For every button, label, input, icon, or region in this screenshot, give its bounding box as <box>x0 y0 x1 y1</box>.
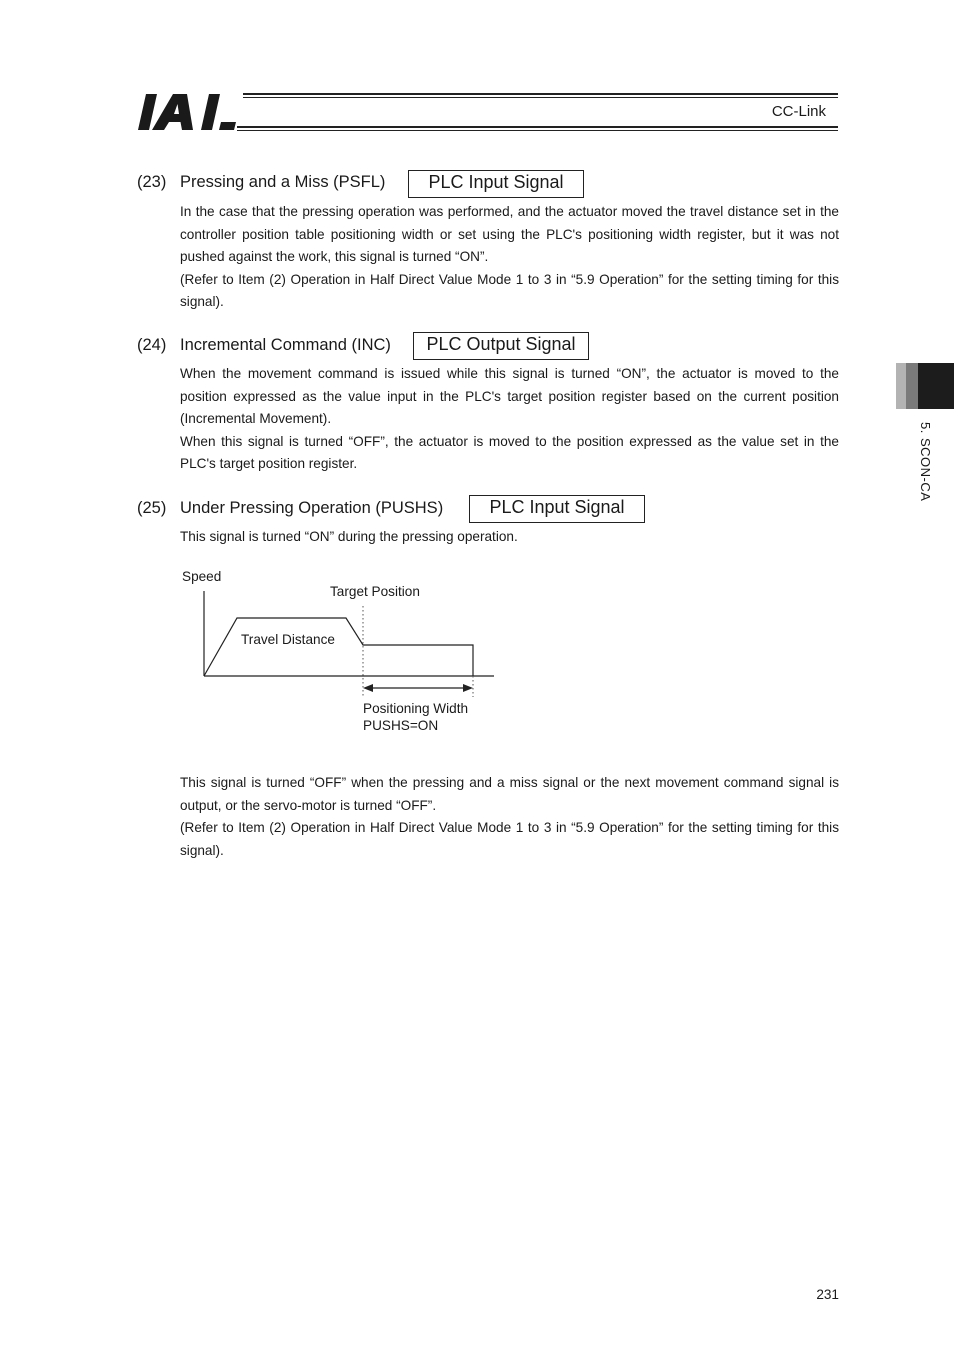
chapter-tab-label: 5. SCON-CA <box>918 422 933 502</box>
arrow-head-left <box>363 684 373 692</box>
signal-type-badge: PLC Input Signal <box>408 170 584 198</box>
target-position-label: Target Position <box>330 584 420 599</box>
paragraph: This signal is turned “ON” during the pressing operation. <box>180 529 518 544</box>
signal-type-badge: PLC Output Signal <box>413 332 589 360</box>
speed-label: Speed <box>182 569 222 584</box>
pushs-on-label: PUSHS=ON <box>363 718 439 733</box>
travel-distance-label: Travel Distance <box>241 632 335 647</box>
section-title: Under Pressing Operation (PUSHS) <box>180 499 444 517</box>
paragraph: This signal is turned “OFF” when the pressing and a miss signal or the next movement command signal is output, or the servo-motor is turned “OFF”. <box>180 775 839 813</box>
positioning-width-label: Positioning Width <box>363 701 469 716</box>
speed-profile <box>204 618 473 676</box>
section-number: (23) <box>137 173 167 191</box>
paragraph: When this signal is turned “OFF”, the actuator is moved to the position expressed as the value set in the PLC's target position register. <box>180 433 839 471</box>
page-number: 231 <box>816 1287 839 1302</box>
section-body-continued <box>180 772 839 862</box>
section-title: Incremental Command (INC) <box>180 336 391 354</box>
arrow-head-right <box>463 684 473 692</box>
section-number: (24) <box>137 336 167 354</box>
header-title: CC-Link <box>771 103 826 120</box>
paragraph: In the case that the pressing operation was performed, and the actuator moved the travel distance set in the controller position table positioning width or set using the PLC's positioning width register, but it was not pushed against the work, this signal is turned “ON”. <box>180 204 839 264</box>
paragraph: (Refer to Item (2) Operation in Half Direct Value Mode 1 to 3 in “5.9 Operation” for the setting timing for this signal). <box>180 271 839 309</box>
paragraph: (Refer to Item (2) Operation in Half Direct Value Mode 1 to 3 in “5.9 Operation” for the setting timing for this signal). <box>180 820 839 858</box>
signal-type-badge: PLC Input Signal <box>469 495 645 523</box>
section-number: (25) <box>137 499 167 517</box>
paragraph: When the movement command is issued while this signal is turned “ON”, the actuator is moved to the position expressed as the value input in the PLC's target position register based on the current position (Incremental Movement). <box>180 366 839 426</box>
section-title: Pressing and a Miss (PSFL) <box>180 173 386 191</box>
